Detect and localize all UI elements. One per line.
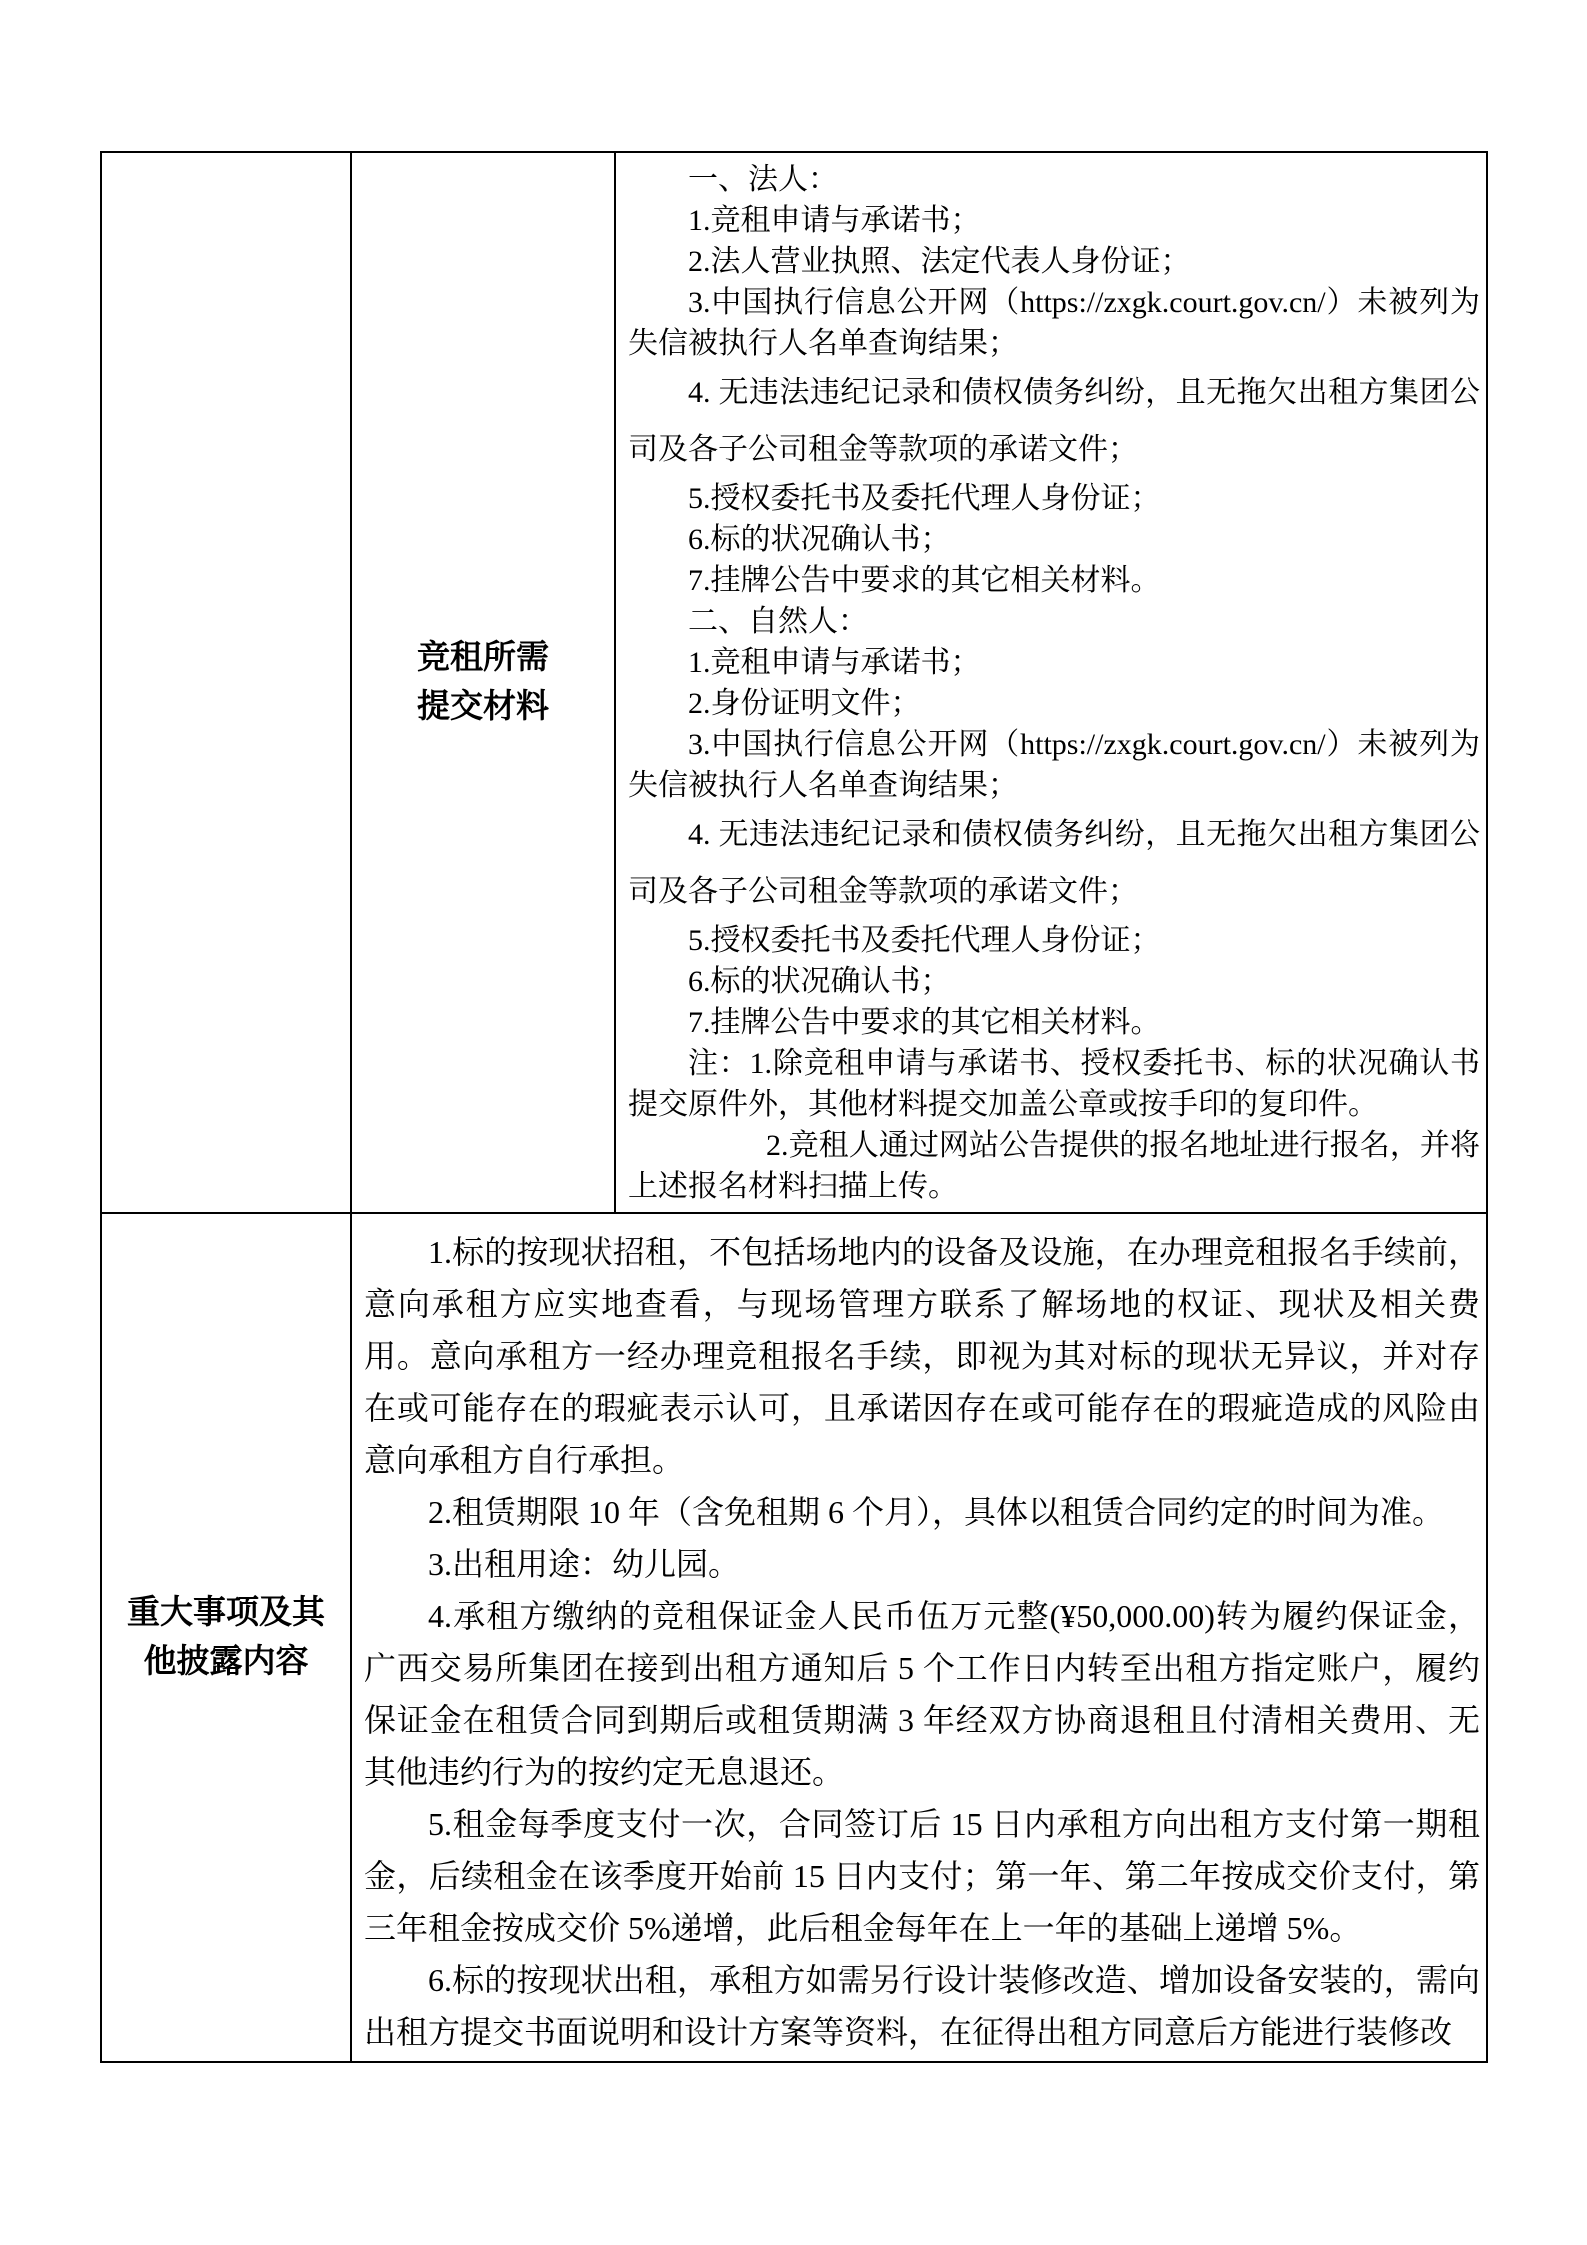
text-line: 1.竞租申请与承诺书； xyxy=(688,646,981,679)
text-line: 4. 无违法违纪记录和债权债务纠纷，且无拖欠出租方集团公司及各子公司租金等款项的承诺文件； xyxy=(628,818,1480,908)
text-line: 4.承租方缴纳的竞租保证金人民币伍万元整(¥50,000.00)转为履约保证金，广西交易所集团在接到出租方通知后 5 个工作日内转至出租方指定账户，履约保证金在租赁合同到期后或租赁期满 3 年经双方协商退租且付清相关费用、无其他违约行为的按约定无息退还。 xyxy=(364,1598,1480,1790)
label-line: 重大事项及其 xyxy=(127,1594,325,1631)
text-line: 1.竞租申请与承诺书； xyxy=(688,204,981,237)
major-matters-content xyxy=(350,1214,1486,2061)
submission-materials-label-cell xyxy=(350,153,614,1212)
text-line: 6.标的状况确认书； xyxy=(688,523,951,556)
table-row-major-matters xyxy=(102,1212,1486,2061)
text-line: 5.租金每季度支付一次，合同签订后 15 日内承租方向出租方支付第一期租金，后续租金在该季度开始前 15 日内支付；第一年、第二年按成交价支付，第三年租金按成交价 5%递增，此后租金每年在上一年的基础上递增 5%。 xyxy=(364,1806,1480,1946)
text-line: 1.标的按现状招租，不包括场地内的设备及设施，在办理竞租报名手续前，意向承租方应实地查看，与现场管理方联系了解场地的权证、现状及相关费用。意向承租方一经办理竞租报名手续，即视为其对标的现状无异议，并对存在或可能存在的瑕疵表示认可，且承诺因存在或可能存在的瑕疵造成的风险由意向承租方自行承担。 xyxy=(364,1234,1480,1478)
text-line: 6.标的状况确认书； xyxy=(688,965,951,998)
text-line: 6.标的按现状出租，承租方如需另行设计装修改造、增加设备安装的，需向出租方提交书面说明和设计方案等资料，在征得出租方同意后方能进行装修改 xyxy=(364,1962,1480,2050)
text-line: 3.中国执行信息公开网（https://zxgk.court.gov.cn/）未被列为失信被执行人名单查询结果； xyxy=(628,728,1480,802)
text-line: 7.挂牌公告中要求的其它相关材料。 xyxy=(688,1006,1161,1039)
major-matters-label-cell xyxy=(102,1214,350,2061)
text-line: 3.出租用途：幼儿园。 xyxy=(428,1546,741,1582)
text-line: 2.身份证明文件； xyxy=(688,687,921,720)
submission-materials-content xyxy=(614,153,1486,1212)
text-line: 2.法人营业执照、法定代表人身份证； xyxy=(688,245,1191,278)
text-line: 注：1.除竞租申请与承诺书、授权委托书、标的状况确认书提交原件外，其他材料提交加盖公章或按手印的复印件。 xyxy=(628,1047,1480,1121)
text-line: 2.租赁期限 10 年（含免租期 6 个月），具体以租赁合同约定的时间为准。 xyxy=(428,1494,1445,1530)
listing-table xyxy=(100,151,1488,2063)
text-line: 2.竞租人通过网站公告提供的报名地址进行报名，并将上述报名材料扫描上传。 xyxy=(628,1129,1480,1203)
text-line: 一、法人： xyxy=(688,163,838,196)
text-line: 7.挂牌公告中要求的其它相关材料。 xyxy=(688,564,1161,597)
text-line: 5.授权委托书及委托代理人身份证； xyxy=(688,924,1161,957)
label-line: 他披露内容 xyxy=(143,1643,309,1680)
text-line: 4. 无违法违纪记录和债权债务纠纷，且无拖欠出租方集团公司及各子公司租金等款项的承诺文件； xyxy=(628,376,1480,466)
text-line: 3.中国执行信息公开网（https://zxgk.court.gov.cn/）未被列为失信被执行人名单查询结果； xyxy=(628,286,1480,360)
text-line: 5.授权委托书及委托代理人身份证； xyxy=(688,482,1161,515)
table-row-submission-materials xyxy=(102,153,1486,1212)
empty-cell xyxy=(102,153,350,1212)
text-line: 二、自然人： xyxy=(688,605,868,638)
label-line: 竞租所需 xyxy=(417,639,549,676)
label-line: 提交材料 xyxy=(417,688,549,725)
